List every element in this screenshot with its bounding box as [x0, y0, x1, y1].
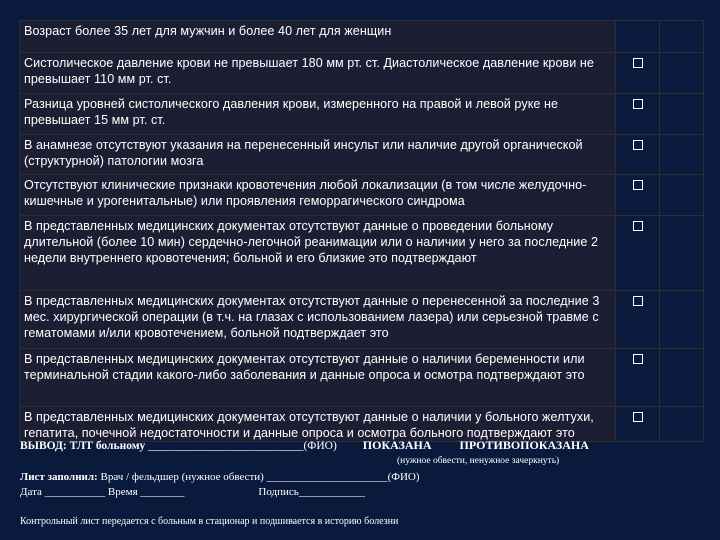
filled-by-text: Врач / фельдшер (нужное обвести) ______________________(ФИО) — [97, 471, 420, 483]
underline-note: (нужное обвести, ненужное зачеркнуть) — [397, 456, 560, 466]
filled-by-label: Лист заполнил: — [20, 471, 98, 483]
handover-note: Контрольный лист передается с больным в стационар и подшивается в историю болезни — [20, 516, 399, 527]
criterion-text: В представленных медицинских документах отсутствуют данные о наличии беременности или терминальной стадии какого-либо заболевания и данные опроса и осмотра подтверждают это — [20, 349, 616, 407]
filled-by-line — [20, 471, 420, 483]
conclusion-blank: ___________________________(ФИО) — [145, 440, 337, 452]
criterion-text: В представленных медицинских документах отсутствуют данные о наличии у больного желтухи, гепатита, почечной недостаточности и данные опроса и осмотра больного подтверждают это — [20, 407, 616, 442]
indicated-option[interactable]: ПОКАЗАНА — [362, 438, 432, 452]
criterion-text: Отсутствуют клинические признаки кровотечения любой локализации (в том числе желудочно-кишечные и урогенитальные) или проявления геморрагического синдрома — [20, 175, 616, 216]
criterion-text: Возраст более 35 лет для мужчин и более 40 лет для женщин — [20, 21, 616, 53]
criterion-text: В представленных медицинских документах отсутствуют данные о проведении больному длительной (более 10 мин) сердечно-легочной реанимации или о наличии у него за последние 2 недели внутреннего кровотечения; больной и его близкие это подтверждают — [20, 216, 616, 291]
criterion-text: В представленных медицинских документах отсутствуют данные о перенесенной за последние 3 мес. хирургической операции (в т.ч. на глазах с использованием лазера) или серьезной травме с гематомами и/или кровотечением, больной подтверждает это — [20, 291, 616, 349]
criterion-text: В анамнезе отсутствуют указания на перенесенный инсульт или наличие другой органической (структурной) патологии мозга — [20, 135, 616, 175]
date-time-line — [20, 486, 365, 498]
conclusion-line — [20, 438, 589, 453]
contraindicated-option[interactable]: ПРОТИВОПОКАЗАНА — [459, 438, 589, 452]
criterion-text: Разница уровней систолического давления крови, измеренного на правой и левой руке не превышает 15 мм рт. ст. — [20, 94, 616, 135]
date-time-field: Дата ___________ Время ________ — [20, 486, 185, 498]
conclusion-label: ВЫВОД: ТЛТ больному — [20, 440, 146, 452]
signature-field: Подпись____________ — [258, 486, 365, 498]
criterion-text: Систолическое давление крови не превышает 180 мм рт. ст. Диастолическое давление крови не превышает 110 мм рт. ст. — [20, 53, 616, 94]
